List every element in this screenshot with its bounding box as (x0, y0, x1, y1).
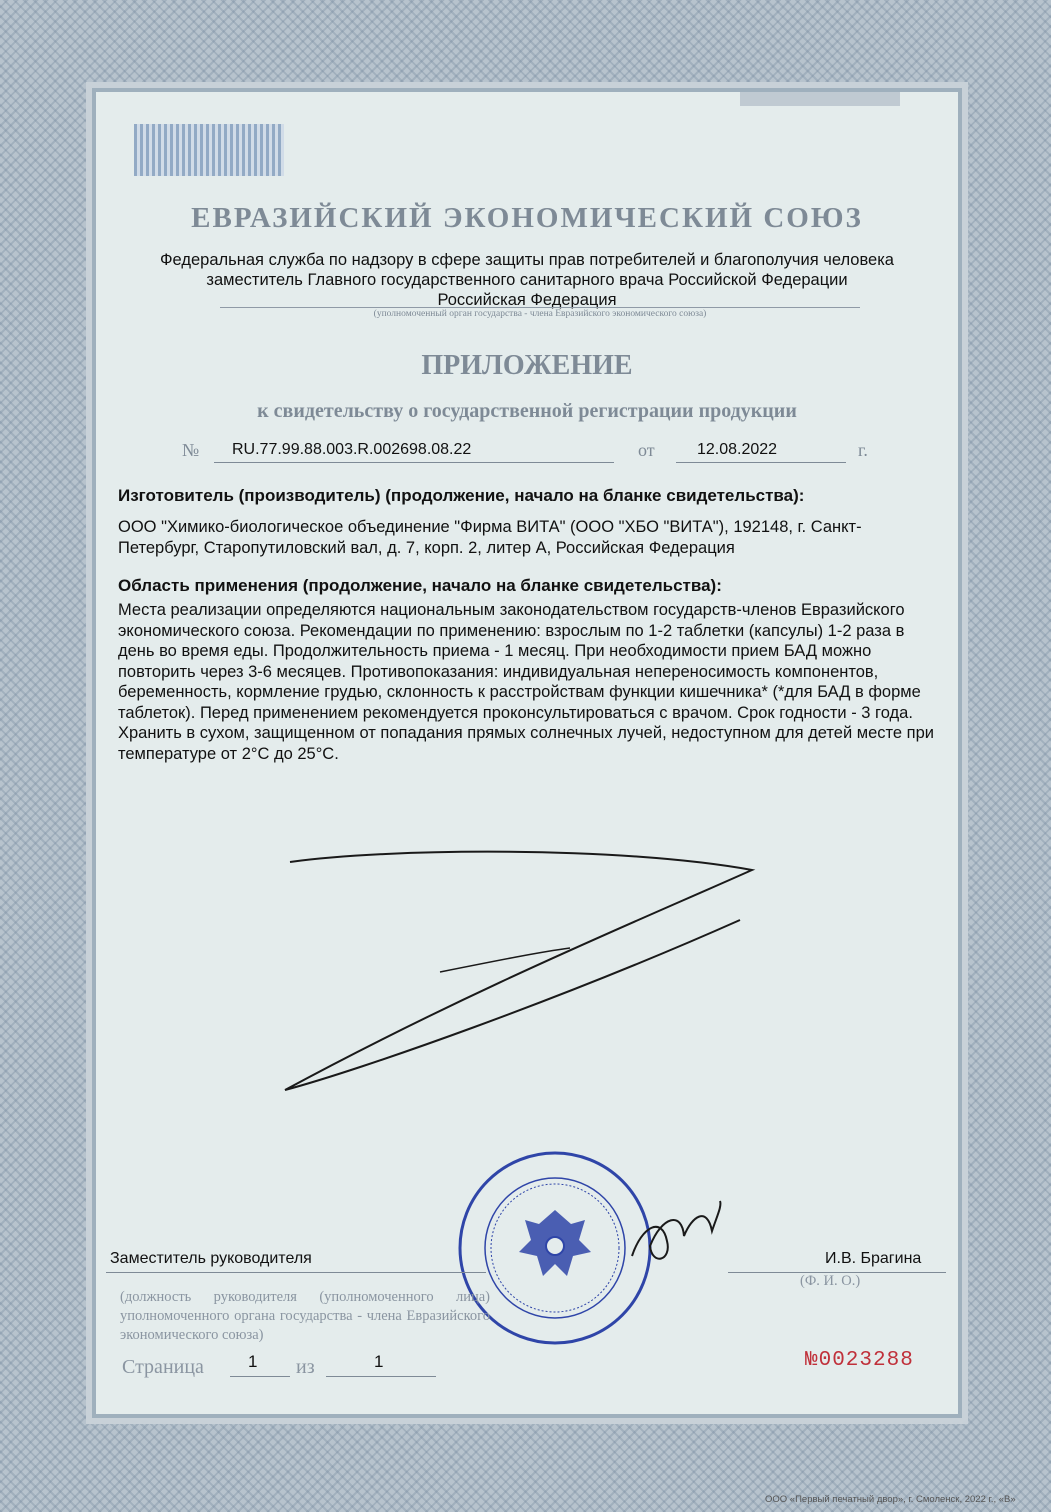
printer-credit: ООО «Первый печатный двор», г. Смоленск, 2022 г., «В» (765, 1494, 1016, 1505)
agency-block (96, 250, 958, 310)
top-mark (740, 92, 900, 106)
page-label: Страница (122, 1356, 204, 1378)
cert-number-underline (214, 462, 614, 463)
cert-date-label: от (638, 440, 655, 460)
serial-number: №0023288 (805, 1349, 914, 1372)
agency-line-3: Российская Федерация (437, 291, 617, 309)
appendix-subtitle: к свидетельству о государственной регистрации продукции (257, 400, 797, 422)
handwritten-signature (622, 1186, 732, 1276)
page-underline (230, 1376, 290, 1377)
page-number: 1 (248, 1352, 258, 1371)
cert-number: RU.77.99.88.003.R.002698.08.22 (232, 441, 472, 458)
manufacturer-text: ООО "Химико-биологическое объединение "Фирма ВИТА" (ООО "ХБО "ВИТА"), 192148, г. Санкт-Петербург, Старопутиловский вал, д. 7, корп. 2, литер А, Российская Федерация (118, 518, 862, 557)
cert-number-label: № (182, 440, 200, 460)
signer-position-hint: (должность руководителя (уполномоченного лица) уполномоченного органа государства - члена Евразийского экономического союза) (120, 1289, 490, 1343)
agency-hint: (уполномоченный орган государства - члена Евразийского экономического союза) (220, 307, 860, 319)
agency-line-1: Федеральная служба по надзору в сфере защиты прав потребителей и благополучия человека (160, 251, 894, 269)
signer-name: И.В. Брагина (825, 1250, 922, 1267)
agency-line-2: заместитель Главного государственного санитарного врача Российской Федерации (206, 271, 848, 289)
signature-scribble (240, 840, 780, 1110)
cert-year-suffix: г. (858, 440, 868, 460)
security-hologram-strip (134, 124, 284, 176)
of-label: из (296, 1356, 315, 1378)
union-title: ЕВРАЗИЙСКИЙ ЭКОНОМИЧЕСКИЙ СОЮЗ (191, 202, 863, 234)
cert-date-underline (676, 462, 846, 463)
scope-text: Места реализации определяются национальным законодательством государств-членов Евразийского экономического союза. Рекомендации по применению: взрослым по 1-2 таблетки (капсулы) 1-2 раза в день во время еды. Продолжительность приема - 1 месяц. При необходимости прием БАД можно повторить через 3-6 месяцев. Противопоказания: индивидуальная непереносимость компонентов, беременность, кормление грудью, склонность к расстройствам функции кишечника* (*для БАД в форме таблеток). Перед применением рекомендуется проконсультироваться с врачом. Срок годности - 3 года. Хранить в сухом, защищенном от попадания прямых солнечных лучей, недоступном для детей месте при температуре от 2°С до 25°С. (118, 601, 934, 763)
manufacturer-heading: Изготовитель (производитель) (продолжение, начало на бланке свидетельства): (118, 486, 805, 505)
appendix-title: ПРИЛОЖЕНИЕ (421, 350, 633, 381)
scope-heading: Область применения (продолжение, начало на бланке свидетельства): (118, 576, 722, 595)
cert-date: 12.08.2022 (697, 441, 778, 458)
signer-position: Заместитель руководителя (110, 1250, 312, 1267)
signer-name-hint: (Ф. И. О.) (800, 1273, 861, 1289)
total-pages: 1 (374, 1352, 384, 1371)
total-underline (326, 1376, 436, 1377)
signer-position-underline (106, 1272, 486, 1273)
